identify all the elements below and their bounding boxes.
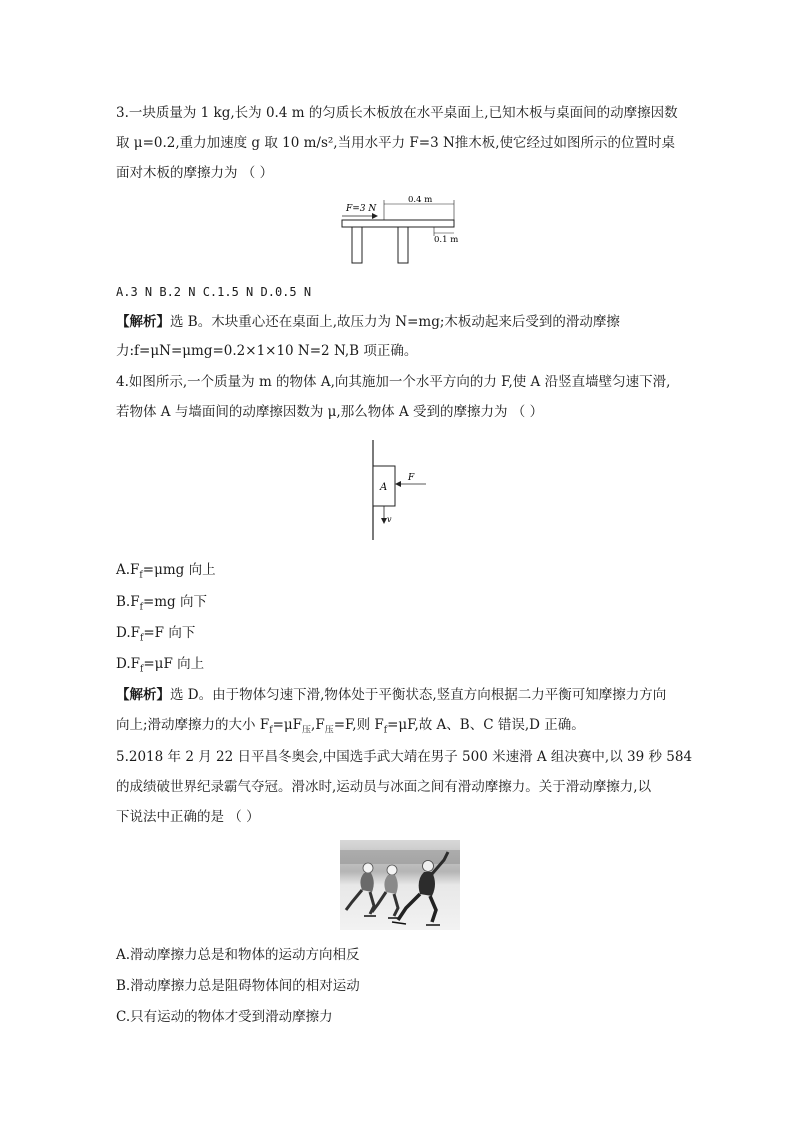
q5-option-b: B.滑动摩擦力总是阻碍物体间的相对运动 [116,978,360,994]
q4-analysis-tag: 【解析】 [116,687,170,703]
q3-analysis-tag: 【解析】 [116,314,170,330]
q4-line-2: 若物体 A 与墙面间的动摩擦因数为 μ,那么物体 A 受到的摩擦力为 （ ） [116,404,544,420]
q4-option-b: $B.F_f=mg$ 向下 [116,594,207,613]
q4-analysis-2: 向上;滑动摩擦力的大小 $F_f=\mu F_压,F_压=F$,则 $F_f=\mu F$,故 A、B、C 错误,D 正确。 [116,717,585,736]
q3-line-2: 取 μ=0.2,重力加速度 g 取 10 m/s²,当用水平力 F=3 N推木板,使它经过如图所示的位置时桌 [116,135,676,151]
q5-line-2: 的成绩破世界纪录霸气夺冠。滑冰时,运动员与冰面之间有滑动摩擦力。关于滑动摩擦力,以 [116,779,652,795]
q3-line-3: 面对木板的摩擦力为 （ ） [116,165,274,181]
q4-block-label: A [380,482,388,493]
q4-option-a: $A.F_f=\mu mg$ 向上 [116,562,216,581]
speed-skating-photo [340,840,460,930]
q4-line-1: 4.如图所示,一个质量为 m 的物体 A,向其施加一个水平方向的力 F,使 A 沿竖直墙壁匀速下滑, [116,374,671,390]
q4-option-d-second: $D.F_f=\mu F$ 向上 [116,656,205,675]
q3-force-label: F=3 N [346,204,377,214]
q5-option-c: C.只有运动的物体才受到滑动摩擦力 [116,1009,333,1025]
q3-overhang-label: 0.1 m [434,235,459,245]
q3-length-label: 0.4 m [408,196,433,205]
q3-line-1: 3.一块质量为 1 kg,长为 0.4 m 的匀质长木板放在水平桌面上,已知木板与桌面间的动摩擦因数 [116,105,678,121]
q5-option-a: A.滑动摩擦力总是和物体的运动方向相反 [116,947,360,963]
q3-analysis-2: 力:f=μN=μmg=0.2×1×10 N=2 N,B 项正确。 [116,343,418,359]
q5-line-3: 下说法中正确的是 （ ） [116,809,260,825]
q5-line-1: 5.2018 年 2 月 22 日平昌冬奥会,中国选手武大靖在男子 500 米速滑 A 组决赛中,以 39 秒 584 [116,749,693,765]
q3-options: A.3 N B.2 N C.1.5 N D.0.5 N [116,285,312,299]
q3-analysis-1: 【解析】选 B。木块重心还在桌面上,故压力为 N=mg;木板动起来后受到的滑动摩擦 [116,314,620,330]
q4-analysis-1: 【解析】选 D。由于物体匀速下滑,物体处于平衡状态,竖直方向根据二力平衡可知摩擦力方向 [116,687,667,703]
q4-wall-figure [360,438,440,542]
q4-option-d-first: $D.F_f=F$ 向下 [116,625,196,644]
q4-velocity-label: v [387,515,392,524]
q4-force-label: F [408,473,415,483]
q3-board-figure [336,196,466,266]
